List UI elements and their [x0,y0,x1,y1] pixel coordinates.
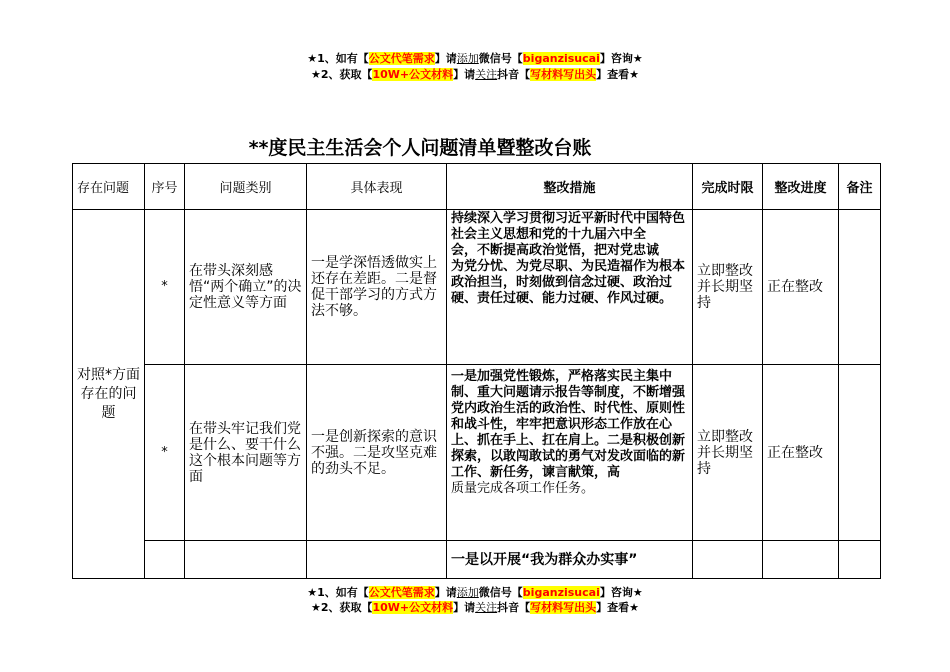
banner-text: ★1、如有【 [307,52,369,65]
deadline-cell: 立即整改并长期坚持 [693,210,763,365]
measure-cell: 一是以开展“我为群众办实事” [447,541,693,579]
header-note: 备注 [839,164,881,210]
banner-text: ★1、如有【 [307,586,369,599]
measure-text: 会，不断提高政治觉悟，把对党忠诚 [451,243,660,258]
header-deadline: 完成时限 [693,164,763,210]
banner-underline: 添加 [456,52,479,65]
banner-highlight: 写材料写出头 [530,601,597,614]
banner-highlight: biganzisucai [522,586,600,599]
header-measure: 整改措施 [447,164,693,210]
seq-cell: * [145,365,185,541]
footer-banner-line-1 [0,585,950,601]
rectification-table [72,163,881,579]
banner-text: 】请 [453,601,476,614]
progress-cell: 正在整改 [763,210,839,365]
banner-text: 微信号【 [478,586,523,599]
header-category: 问题类别 [185,164,307,210]
banner-highlight: 10W+公文材料 [372,601,454,614]
banner-text: 】查看★ [596,601,640,614]
table-header-row [73,164,881,210]
table-row [73,541,881,579]
top-banner-line-1 [0,51,950,67]
header-progress: 整改进度 [763,164,839,210]
header-seq: 序号 [145,164,185,210]
banner-underline: 添加 [456,586,479,599]
table-row [73,210,881,365]
banner-highlight: 写材料写出头 [530,68,597,81]
detail-cell: 一是创新探索的意识不强。二是攻坚克难的劲头不足。 [307,365,447,541]
banner-highlight: 10W+公文材料 [372,68,454,81]
banner-text: 抖音【 [497,68,531,81]
page-title: **度民主生活会个人问题清单暨整改台账 [248,137,592,159]
note-cell [839,210,881,365]
header-problem: 存在问题 [73,164,145,210]
banner-text: 抖音【 [497,601,531,614]
measure-text: 质量完成各项工作任务。 [451,481,595,496]
seq-cell [145,541,185,579]
banner-highlight: 公文代笔需求 [368,52,435,65]
progress-cell [763,541,839,579]
measure-cell [447,210,693,365]
banner-highlight: biganzisucai [522,52,600,65]
category-cell: 在带头深刻感悟“两个确立”的决定性意义等方面 [185,210,307,365]
banner-text: 】请 [453,68,476,81]
detail-cell [307,541,447,579]
category-cell: 在带头牢记我们党是什么、要干什么这个根本问题等方面 [185,365,307,541]
banner-text: 】咨询★ [599,52,643,65]
banner-text: ★2、获取【 [310,601,373,614]
measure-text: 一是加强党性锻炼，严格落实民主集中制、重大问题请示报告等制度，不断增强党内政治生活的政治性、时代性、原则性和战斗性，牢牢把意识形态工作放在心上、抓在手上、扛在肩上。二是积极创新探索，以敢闯敢试的勇气对发改面临的新工作、新任务，谏言献策，高 [451,369,686,480]
deadline-cell: 立即整改并长期坚持 [693,365,763,541]
banner-text: 微信号【 [478,52,523,65]
detail-cell: 一是学深悟透做实上还存在差距。二是督促干部学习的方式方法不够。 [307,210,447,365]
banner-text: 】查看★ [596,68,640,81]
header-detail: 具体表现 [307,164,447,210]
table-row [73,365,881,541]
category-cell [185,541,307,579]
progress-cell: 正在整改 [763,365,839,541]
top-banner-line-2 [0,67,950,83]
banner-text: 】请 [434,586,457,599]
measure-cell [447,365,693,541]
measure-text: 为党分忧、为党尽职、为民造福作为根本政治担当，时刻做到信念过硬、政治过硬、责任过硬、能力过硬、作风过硬。 [451,259,686,306]
note-cell [839,541,881,579]
seq-cell: * [145,210,185,365]
deadline-cell [693,541,763,579]
note-cell [839,365,881,541]
banner-underline: 关注 [475,601,498,614]
banner-text: ★2、获取【 [310,68,373,81]
banner-highlight: 公文代笔需求 [368,586,435,599]
banner-underline: 关注 [475,68,498,81]
banner-text: 】请 [434,52,457,65]
banner-text: 】咨询★ [599,586,643,599]
problem-group-cell: 对照*方面存在的问题 [73,210,145,579]
footer-banner-line-2 [0,600,950,616]
measure-text: 持续深入学习贯彻习近平新时代中国特色社会主义思想和党的十九届六中全 [451,211,686,242]
